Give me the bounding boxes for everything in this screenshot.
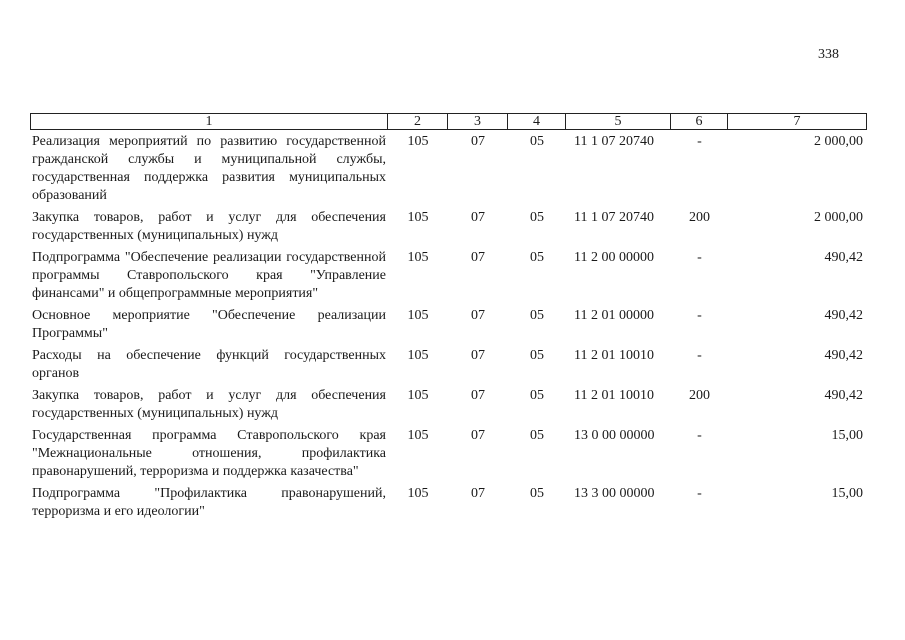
row-target-code-cell: 11 2 01 00000 xyxy=(574,308,654,323)
row-subsection-cell: 05 xyxy=(530,348,544,363)
row-target-code-cell: 11 2 00 00000 xyxy=(574,250,654,265)
row-subsection-cell: 05 xyxy=(530,134,544,149)
row-target-code-cell: 11 1 07 20740 xyxy=(574,134,654,149)
row-amount-cell: 490,42 xyxy=(824,250,863,265)
header-cell-7: 7 xyxy=(728,113,867,130)
row-section-cell: 07 xyxy=(471,486,485,501)
row-expense-type-cell: - xyxy=(697,428,702,443)
page-number: 338 xyxy=(818,47,839,62)
header-cell-1: 1 xyxy=(30,113,388,130)
row-section-cell: 07 xyxy=(471,210,485,225)
row-section-cell: 07 xyxy=(471,134,485,149)
table-header-row xyxy=(30,113,867,130)
row-subsection-cell: 05 xyxy=(530,428,544,443)
row-amount-cell: 2 000,00 xyxy=(814,210,863,225)
row-amount-cell: 15,00 xyxy=(831,428,863,443)
row-amount-cell: 15,00 xyxy=(831,486,863,501)
row-subsection-cell: 05 xyxy=(530,388,544,403)
row-section-cell: 07 xyxy=(471,348,485,363)
row-name-cell: Государственная программа Ставропольского края "Межнациональные отношения, профилактика правонарушений, терроризма и поддержка казачества" xyxy=(32,428,386,479)
row-section-cell: 07 xyxy=(471,388,485,403)
row-target-code-cell: 11 1 07 20740 xyxy=(574,210,654,225)
row-amount-cell: 2 000,00 xyxy=(814,134,863,149)
header-cell-4: 4 xyxy=(508,113,566,130)
row-name-cell: Расходы на обеспечение функций государственных органов xyxy=(32,348,386,381)
row-target-code-cell: 13 3 00 00000 xyxy=(574,486,655,501)
row-expense-type-cell: - xyxy=(697,348,702,363)
table-row xyxy=(30,427,867,481)
row-expense-type-cell: - xyxy=(697,308,702,323)
row-ministry-cell: 105 xyxy=(407,428,429,443)
row-expense-type-cell: 200 xyxy=(689,388,710,403)
row-target-code-cell: 13 0 00 00000 xyxy=(574,428,655,443)
row-ministry-cell: 105 xyxy=(407,134,429,149)
row-name-cell: Подпрограмма "Обеспечение реализации государственной программы Ставропольского края "Управление финансами" и общепрограммные мероприятия" xyxy=(32,250,386,301)
row-subsection-cell: 05 xyxy=(530,486,544,501)
row-name-cell: Закупка товаров, работ и услуг для обеспечения государственных (муниципальных) нужд xyxy=(32,210,386,243)
header-cell-3: 3 xyxy=(448,113,508,130)
row-section-cell: 07 xyxy=(471,308,485,323)
row-expense-type-cell: - xyxy=(697,134,702,149)
table-body xyxy=(30,133,867,521)
table-row xyxy=(30,485,867,521)
row-amount-cell: 490,42 xyxy=(824,348,863,363)
row-ministry-cell: 105 xyxy=(407,486,429,501)
budget-table xyxy=(30,113,867,521)
header-cell-2: 2 xyxy=(388,113,448,130)
table-row xyxy=(30,209,867,245)
row-target-code-cell: 11 2 01 10010 xyxy=(574,348,654,363)
row-expense-type-cell: - xyxy=(697,486,702,501)
row-target-code-cell: 11 2 01 10010 xyxy=(574,388,654,403)
row-name-cell: Реализация мероприятий по развитию государственной гражданской службы и муниципальной службы, государственная поддержка развития муниципальных образований xyxy=(32,134,386,203)
row-name-cell: Подпрограмма "Профилактика правонарушений, терроризма и его идеологии" xyxy=(32,486,386,519)
table-row xyxy=(30,249,867,303)
row-name-cell: Основное мероприятие "Обеспечение реализации Программы" xyxy=(32,308,386,341)
header-cell-6: 6 xyxy=(671,113,728,130)
table-row xyxy=(30,347,867,383)
row-subsection-cell: 05 xyxy=(530,210,544,225)
table-row xyxy=(30,307,867,343)
row-ministry-cell: 105 xyxy=(407,388,429,403)
row-amount-cell: 490,42 xyxy=(824,388,863,403)
row-amount-cell: 490,42 xyxy=(824,308,863,323)
row-ministry-cell: 105 xyxy=(407,210,429,225)
row-section-cell: 07 xyxy=(471,250,485,265)
header-cell-5: 5 xyxy=(566,113,671,130)
row-expense-type-cell: 200 xyxy=(689,210,710,225)
row-subsection-cell: 05 xyxy=(530,308,544,323)
table-row xyxy=(30,133,867,205)
table-row xyxy=(30,387,867,423)
row-name-cell: Закупка товаров, работ и услуг для обеспечения государственных (муниципальных) нужд xyxy=(32,388,386,421)
row-expense-type-cell: - xyxy=(697,250,702,265)
row-ministry-cell: 105 xyxy=(407,348,429,363)
row-ministry-cell: 105 xyxy=(407,250,429,265)
row-subsection-cell: 05 xyxy=(530,250,544,265)
row-ministry-cell: 105 xyxy=(407,308,429,323)
row-section-cell: 07 xyxy=(471,428,485,443)
